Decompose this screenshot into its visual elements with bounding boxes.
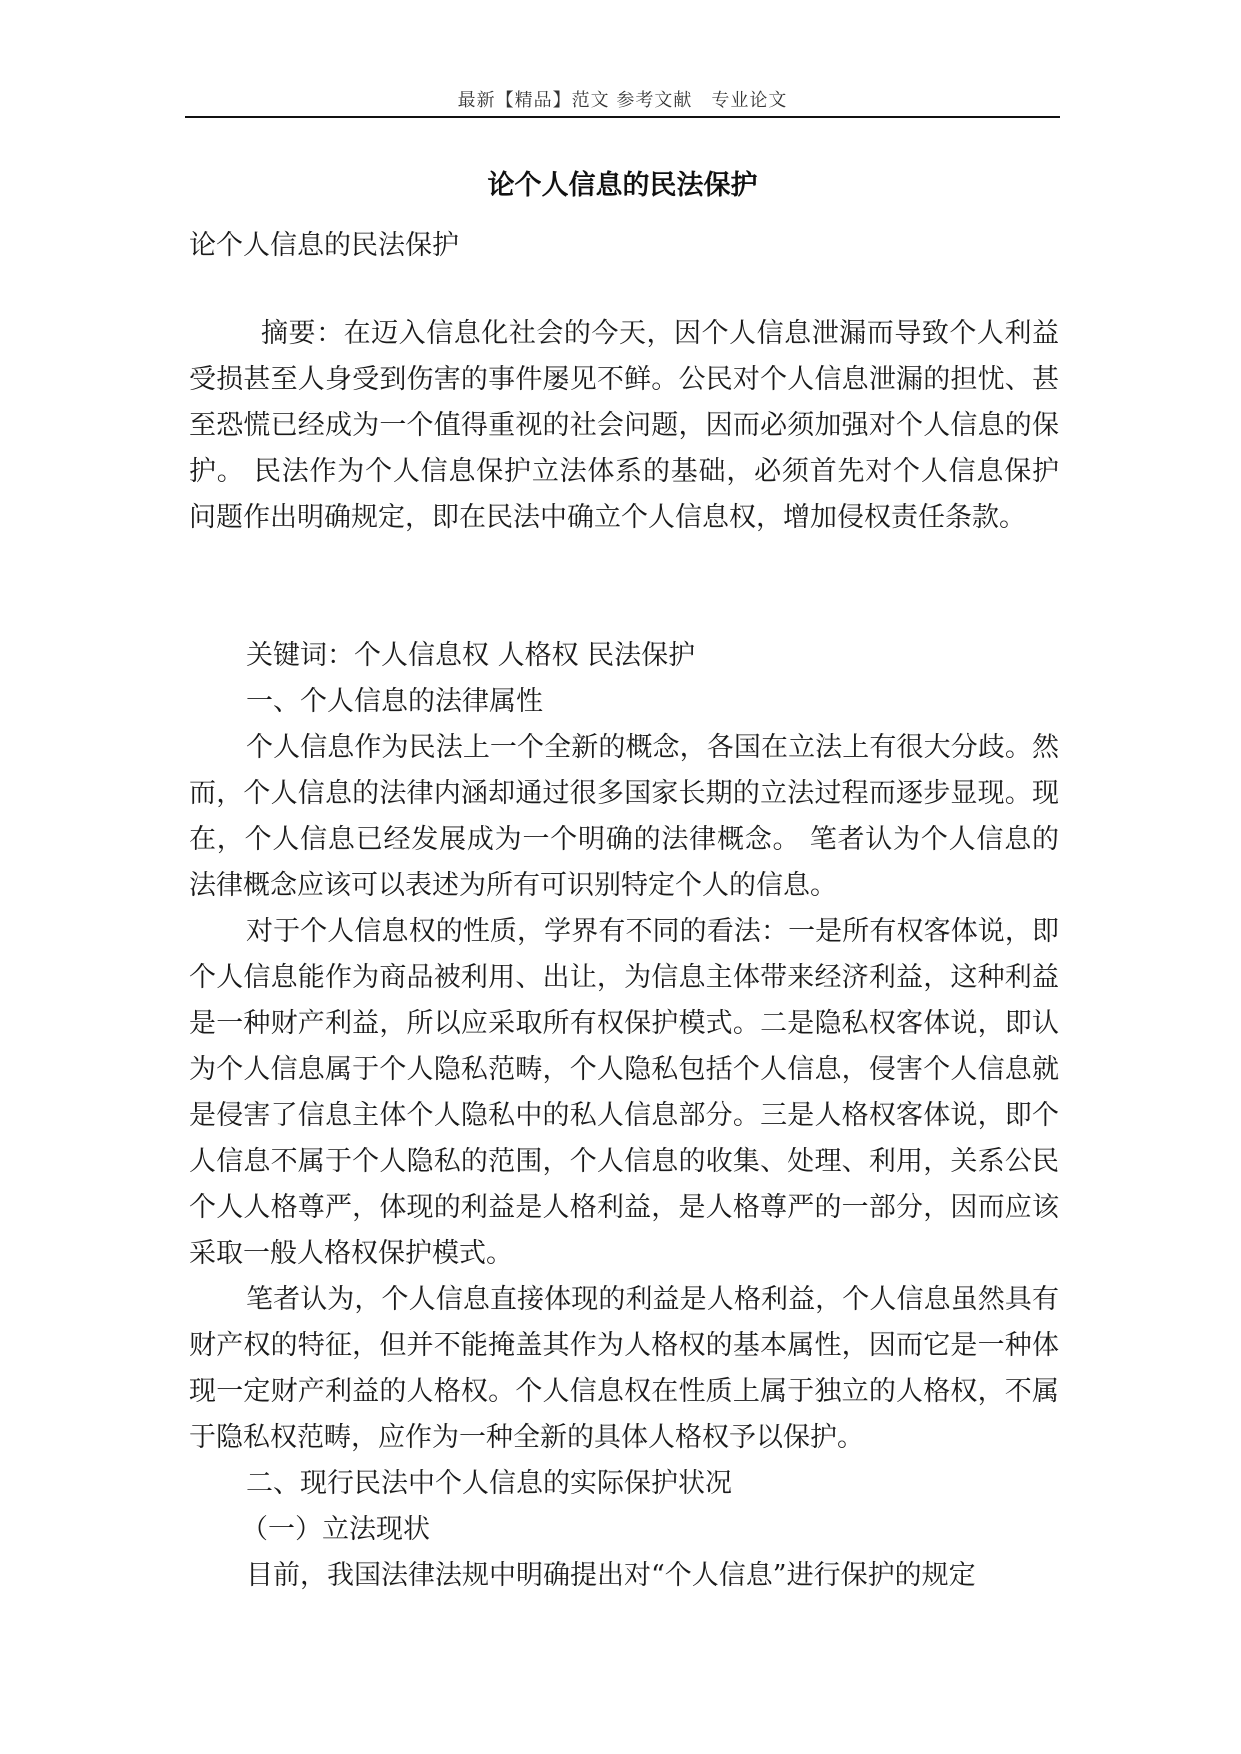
abstract-paragraph: 摘要：在迈入信息化社会的今天，因个人信息泄漏而导致个人利益受损甚至人身受到伤害的事件屡见不鲜。公民对个人信息泄漏的担忧、甚至恐慌已经成为一个值得重视的社会问题，因而必须加强对个人信息的保护。 民法作为个人信息保护立法体系的基础，必须首先对个人信息保护问题作出明确规定，即在民法中确立个人信息权，增加侵权责任条款。 xyxy=(189,318,1059,533)
body-paragraph-4: 目前，我国法律法规中明确提出对“个人信息”进行保护的规定 xyxy=(246,1560,976,1591)
keywords-line: 关键词：个人信息权 人格权 民法保护 xyxy=(246,640,696,671)
running-header: 最新【精品】范文 参考文献 专业论文 xyxy=(457,90,788,111)
body-paragraph-1: 个人信息作为民法上一个全新的概念，各国在立法上有很大分歧。然而，个人信息的法律内涵却通过很多国家长期的立法过程而逐步显现。现在，个人信息已经发展成为一个明确的法律概念。 笔者认为个人信息的法律概念应该可以表述为所有可识别特定个人的信息。 xyxy=(189,732,1059,901)
section-heading-1: 一、个人信息的法律属性 xyxy=(246,686,543,717)
body-paragraph-3: 笔者认为，个人信息直接体现的利益是人格利益，个人信息虽然具有财产权的特征，但并不能掩盖其作为人格权的基本属性，因而它是一种体现一定财产利益的人格权。个人信息权在性质上属于独立的人格权，不属于隐私权范畴，应作为一种全新的具体人格权予以保护。 xyxy=(189,1284,1059,1453)
document-subtitle: 论个人信息的民法保护 xyxy=(189,230,459,261)
body-paragraph-2: 对于个人信息权的性质，学界有不同的看法：一是所有权客体说，即个人信息能作为商品被利用、出让，为信息主体带来经济利益，这种利益是一种财产利益，所以应采取所有权保护模式。二是隐私权客体说，即认为个人信息属于个人隐私范畴，个人隐私包括个人信息，侵害个人信息就是侵害了信息主体个人隐私中的私人信息部分。三是人格权客体说，即个人信息不属于个人隐私的范围，个人信息的收集、处理、利用，关系公民个人人格尊严，体现的利益是人格利益，是人格尊严的一部分，因而应该采取一般人格权保护模式。 xyxy=(189,916,1059,1269)
section-heading-2: 二、现行民法中个人信息的实际保护状况 xyxy=(246,1468,732,1499)
header-divider xyxy=(185,116,1060,118)
document-title: 论个人信息的民法保护 xyxy=(487,170,758,201)
subsection-heading-1: （一）立法现状 xyxy=(241,1514,430,1545)
